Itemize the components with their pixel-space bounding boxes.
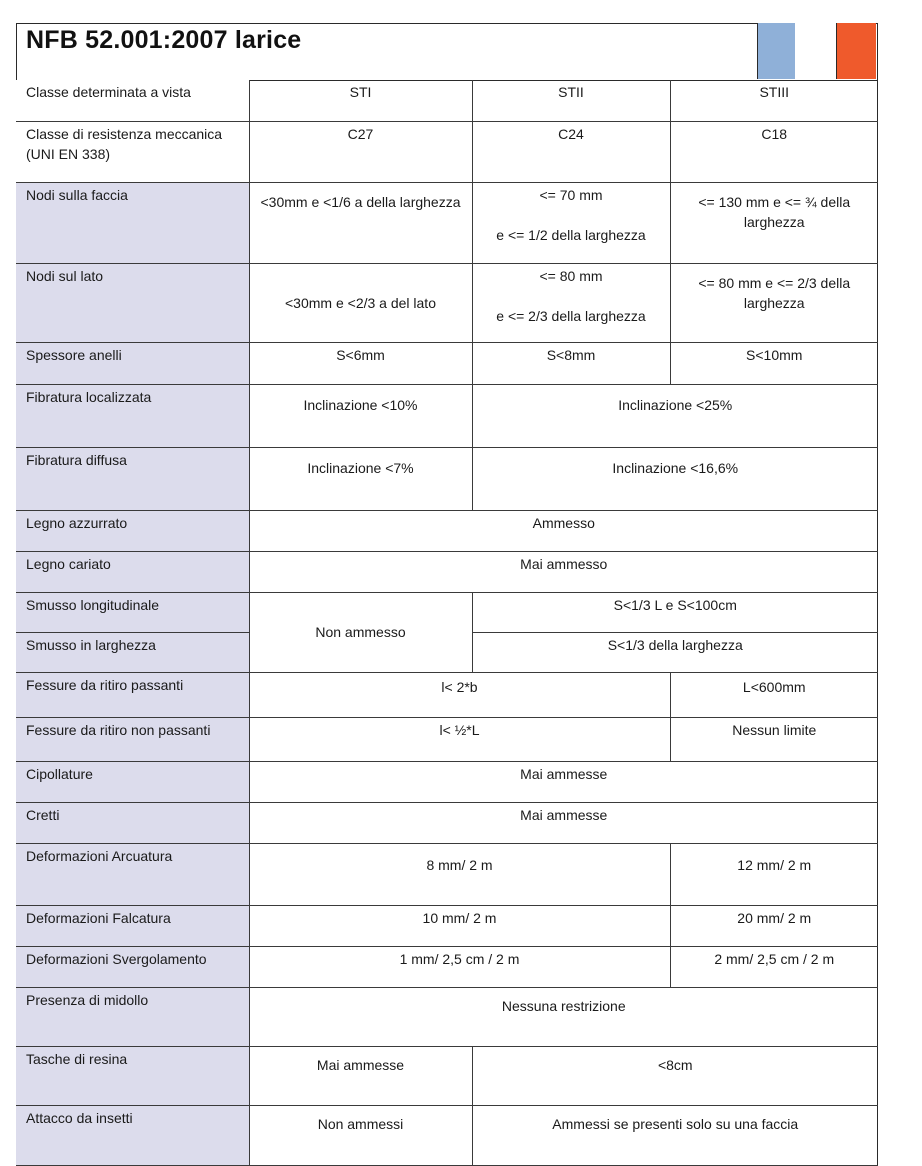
table-row [16,843,878,905]
cell-stiii: STIII [670,80,878,121]
cell-stii-stiii: <8cm [472,1046,878,1105]
cell-stii [472,182,670,263]
row-label: Classe determinata a vista [16,80,249,121]
cell-sti: Inclinazione <10% [249,384,472,447]
table-row [16,761,878,802]
cell-stii-stiii: S<1/3 L e S<100cm [472,592,878,632]
table-row [16,182,878,263]
table-row [16,802,878,843]
cell-stii: S<8mm [472,342,670,384]
cell-sti: Mai ammesse [249,1046,472,1105]
cell-sti: C27 [249,121,472,182]
row-label: Legno cariato [16,551,249,592]
cell-stii-stiii: Inclinazione <25% [472,384,878,447]
table-row [16,1046,878,1105]
row-label: Smusso in larghezza [16,632,249,672]
flag-white-stripe [795,23,837,79]
cell-line: e <= 1/2 della larghezza [496,226,646,243]
table-row [16,1105,878,1165]
table-row [16,384,878,447]
cell-sti: Non ammessi [249,1105,472,1165]
table-row [16,447,878,510]
cell-sti-stii: 10 mm/ 2 m [249,905,670,946]
table-row [16,905,878,946]
table-row [16,717,878,761]
row-label: Spessore anelli [16,342,249,384]
cell-stiii: S<10mm [670,342,878,384]
row-label: Nodi sul lato [16,263,249,342]
cell-all: Mai ammesso [249,551,878,592]
row-label: Fibratura diffusa [16,447,249,510]
cell-stii-stiii: Inclinazione <16,6% [472,447,878,510]
row-label: Deformazioni Svergolamento [16,946,249,987]
cell-stiii: C18 [670,121,878,182]
cell-sti: S<6mm [249,342,472,384]
table-row [16,263,878,342]
cell-line: <= 70 mm [539,186,603,203]
row-label: Legno azzurrato [16,510,249,551]
cell-stiii: 20 mm/ 2 m [670,905,878,946]
cell-all: Ammesso [249,510,878,551]
row-label: Nodi sulla faccia [16,182,249,263]
table-row [16,510,878,551]
cell-stiii: L<600mm [670,672,878,717]
cell-stii-stiii: Ammessi se presenti solo su una faccia [472,1105,878,1165]
row-label: Cipollature [16,761,249,802]
cell-sti: <30mm e <1/6 a della larghezza [249,182,472,263]
table-row [16,672,878,717]
cell-stiii: <= 130 mm e <= ¾ della larghezza [670,182,878,263]
cell-stiii: 2 mm/ 2,5 cm / 2 m [670,946,878,987]
row-label: Tasche di resina [16,1046,249,1105]
cell-stii [472,263,670,342]
table-row [16,592,878,632]
cell-line: e <= 2/3 della larghezza [496,307,646,324]
table-row [16,80,878,121]
cell-sti: Non ammesso [249,592,472,672]
table-row [16,342,878,384]
flag-red-stripe [836,23,876,79]
row-label: Fessure da ritiro non passanti [16,717,249,761]
cell-line: <= 80 mm [539,267,603,284]
row-label: Cretti [16,802,249,843]
row-label: Fibratura localizzata [16,384,249,447]
table-row [16,121,878,182]
cell-sti-stii: 8 mm/ 2 m [249,843,670,905]
cell-sti-stii: l< 2*b [249,672,670,717]
cell-all: Mai ammesse [249,802,878,843]
row-label: Attacco da insetti [16,1105,249,1165]
grading-table [16,80,878,1166]
cell-all: Nessuna restrizione [249,987,878,1046]
table-row [16,946,878,987]
row-label: Smusso longitudinale [16,592,249,632]
page-title: NFB 52.001:2007 larice [26,26,302,54]
flag-blue-stripe [757,23,797,79]
cell-stii: C24 [472,121,670,182]
cell-sti-stii: l< ½*L [249,717,670,761]
cell-sti: STI [249,80,472,121]
table-row [16,987,878,1046]
cell-stii-stiii: S<1/3 della larghezza [472,632,878,672]
row-label: Fessure da ritiro passanti [16,672,249,717]
cell-all: Mai ammesse [249,761,878,802]
cell-stiii: <= 80 mm e <= 2/3 della larghezza [670,263,878,342]
table-row [16,551,878,592]
row-label: Presenza di midollo [16,987,249,1046]
cell-stiii: Nessun limite [670,717,878,761]
row-label: Classe di resistenza meccanica (UNI EN 338) [16,121,249,182]
document-header [16,23,878,81]
cell-stii: STII [472,80,670,121]
cell-sti: Inclinazione <7% [249,447,472,510]
row-label: Deformazioni Falcatura [16,905,249,946]
cell-sti: <30mm e <2/3 a del lato [249,263,472,342]
cell-sti-stii: 1 mm/ 2,5 cm / 2 m [249,946,670,987]
cell-stiii: 12 mm/ 2 m [670,843,878,905]
row-label: Deformazioni Arcuatura [16,843,249,905]
